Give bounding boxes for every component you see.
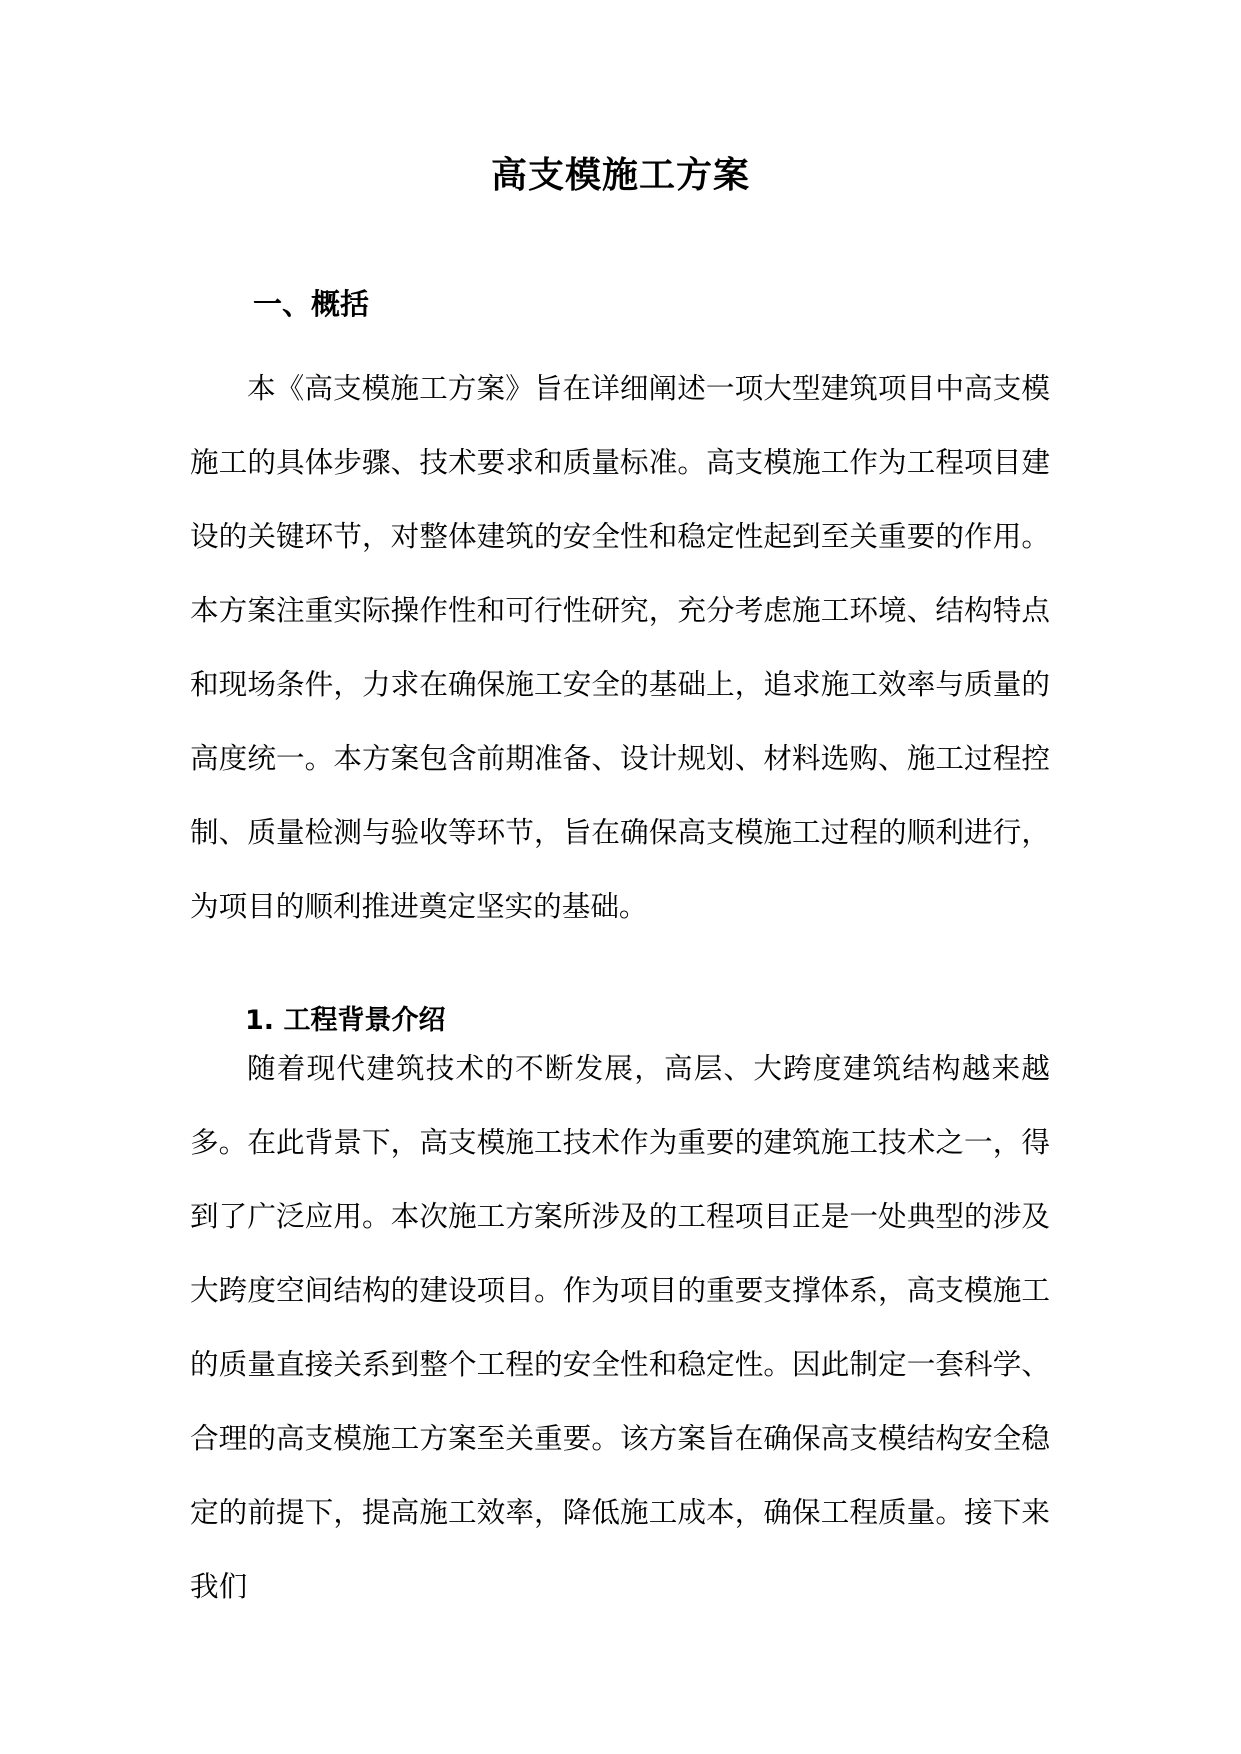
overview-paragraph: 本《高支模施工方案》旨在详细阐述一项大型建筑项目中高支模施工的具体步骤、技术要求和质量标准。高支模施工作为工程项目建设的关键环节，对整体建筑的安全性和稳定性起到至关重要的作用。本方案注重实际操作性和可行性研究，充分考虑施工环境、结构特点和现场条件，力求在确保施工安全的基础上，追求施工效率与质量的高度统一。本方案包含前期准备、设计规划、材料选购、施工过程控制、质量检测与验收等环节，旨在确保高支模施工过程的顺利进行，为项目的顺利推进奠定坚实的基础。 xyxy=(190,371,1050,923)
section-heading-overview: 一、概括 xyxy=(253,287,370,321)
document-title: 高支模施工方案 xyxy=(490,154,750,196)
subsection-heading-background: 1. 工程背景介绍 xyxy=(245,1005,446,1036)
background-paragraph: 随着现代建筑技术的不断发展，高层、大跨度建筑结构越来越多。在此背景下，高支模施工技术作为重要的建筑施工技术之一，得到了广泛应用。本次施工方案所涉及的工程项目正是一处典型的涉及大跨度空间结构的建设项目。作为项目的重要支撑体系，高支模施工的质量直接关系到整个工程的安全性和稳定性。因此制定一套科学、合理的高支模施工方案至关重要。该方案旨在确保高支模结构安全稳定的前提下，提高施工效率，降低施工成本，确保工程质量。接下来我们 xyxy=(190,1051,1050,1603)
